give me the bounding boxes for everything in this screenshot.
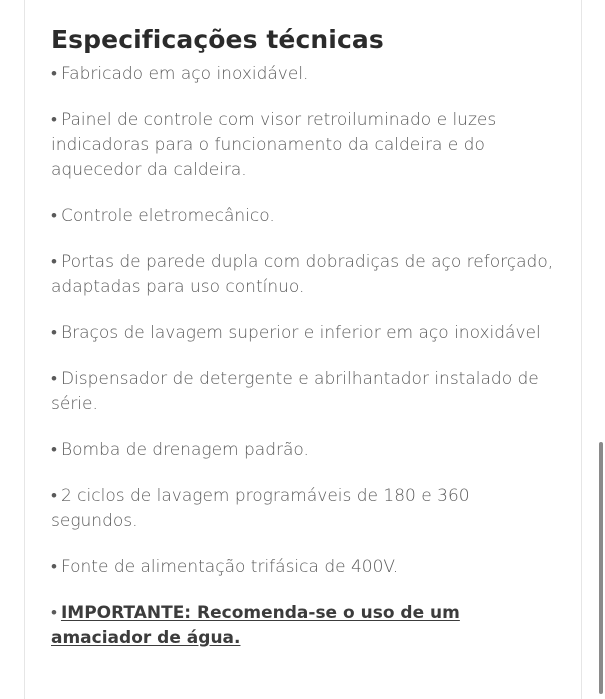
important-text: IMPORTANTE: Recomenda-se o uso de um amaciador de água.: [51, 603, 460, 648]
spec-list: [51, 62, 561, 651]
spec-item: [51, 108, 561, 183]
spec-text: Dispensador de detergente e abrilhantador instalado de série.: [51, 369, 539, 414]
bullet: •: [51, 603, 57, 623]
spec-item: [51, 204, 561, 229]
spec-text: 2 ciclos de lavagem programáveis de 180 e 360 segundos.: [51, 486, 470, 531]
spec-item: [51, 555, 561, 580]
bullet: •: [51, 440, 57, 460]
spec-text: Bomba de drenagem padrão.: [60, 440, 309, 460]
spec-text: Fabricado em aço inoxidável.: [60, 64, 309, 84]
spec-item: [51, 484, 561, 534]
bullet: •: [51, 64, 57, 84]
bullet: •: [51, 369, 57, 389]
spec-text: Painel de controle com visor retroiluminado e luzes indicadoras para o funcionamento da caldeira e do aquecedor da caldeira.: [51, 110, 497, 180]
spec-item: [51, 62, 561, 87]
bullet: •: [51, 486, 57, 506]
spec-content: [51, 22, 561, 672]
spec-text: Controle eletromecânico.: [60, 206, 275, 226]
spec-item: [51, 250, 561, 300]
bullet: •: [51, 557, 57, 577]
bullet: •: [51, 110, 57, 130]
bullet: •: [51, 252, 57, 272]
section-title: Especificações técnicas: [51, 25, 384, 54]
spec-text: Fonte de alimentação trifásica de 400V.: [60, 557, 399, 577]
spec-item: [51, 438, 561, 463]
spec-text: Braços de lavagem superior e inferior em aço inoxidável: [60, 323, 541, 343]
spec-text: Portas de parede dupla com dobradiças de aço reforçado, adaptadas para uso contínuo.: [51, 252, 554, 297]
scrollbar-thumb[interactable]: [599, 442, 603, 694]
spec-item: [51, 367, 561, 417]
bullet: •: [51, 206, 57, 226]
spec-item: [51, 321, 561, 346]
important-note: [51, 601, 561, 651]
bullet: •: [51, 323, 57, 343]
product-spec-card: [24, 0, 582, 699]
